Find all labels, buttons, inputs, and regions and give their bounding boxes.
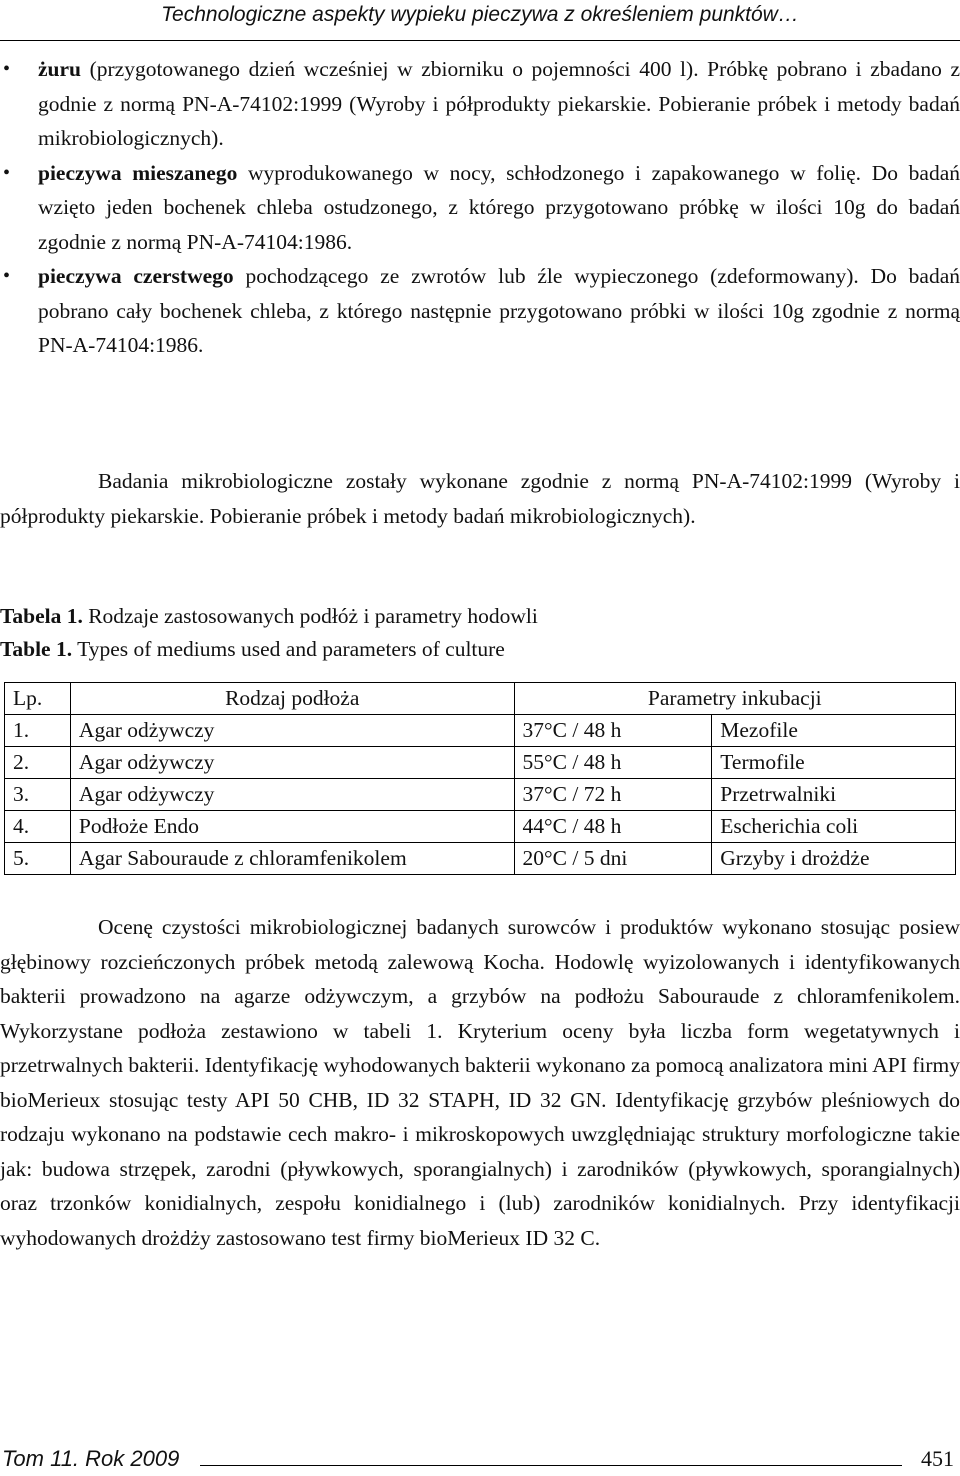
cell-organism: Escherichia coli — [712, 811, 956, 843]
footer-rule — [200, 1465, 902, 1466]
cell-lp: 5. — [5, 843, 71, 875]
page-footer — [0, 1442, 960, 1476]
cell-lp: 1. — [5, 715, 71, 747]
item-text: pochodzącego ze zwrotów lub źle wypieczonego (zdeformowany). Do badań pobrano cały bochenek chleba, z którego następnie przygotowano próbki w ilości 10g zgodnie z normą PN-A-74104:1986. — [38, 264, 960, 357]
bullet-icon: • — [3, 161, 11, 184]
table-caption — [0, 600, 538, 666]
page-number: 451 — [921, 1446, 954, 1471]
cell-incubation: 37°C / 72 h — [514, 779, 712, 811]
table-row — [5, 715, 956, 747]
list-item — [0, 156, 960, 260]
cell-lp: 2. — [5, 747, 71, 779]
header-parameters: Parametry inkubacji — [514, 683, 955, 715]
cell-incubation: 20°C / 5 dni — [514, 843, 712, 875]
cell-medium: Podłoże Endo — [70, 811, 514, 843]
table-row — [5, 747, 956, 779]
item-text: (przygotowanego dzień wcześniej w zbiorniku o pojemności 400 l). Próbkę pobrano i zbadano z godnie z normą PN-A-74102:1999 (Wyroby i półprodukty piekarskie. Pobieranie próbek i metody badań mikrobiologicznych). — [38, 57, 960, 150]
cell-organism: Przetrwalniki — [712, 779, 956, 811]
cell-medium: Agar Sabouraude z chloramfenikolem — [70, 843, 514, 875]
list-item — [0, 52, 960, 156]
caption-en — [0, 633, 538, 666]
caption-pl-text: Rodzaje zastosowanych podłóż i parametry hodowli — [82, 604, 538, 628]
journal-volume: Tom 11. Rok 2009 — [2, 1446, 180, 1471]
table-header-row — [5, 683, 956, 715]
cell-organism: Grzyby i drożdże — [712, 843, 956, 875]
cell-organism: Termofile — [712, 747, 956, 779]
caption-en-label: Table 1. — [0, 637, 73, 661]
cell-incubation: 44°C / 48 h — [514, 811, 712, 843]
evaluation-paragraph: Ocenę czystości mikrobiologicznej badanych surowców i produktów wykonano stosując posiew głębinowy rozcieńczonych próbek metodą zalewową Kocha. Hodowlę wyizolowanych i identyfikowanych bakterii prowadzono na agarze odżywczym, a grzybów na podłożu Sabouraude z chloramfenikolem. Wykorzystane podłoża zestawiono w tabeli 1. Kryterium oceny była liczba form wegetatywnych i przetrwalnych bakterii. Identyfikację wyhodowanych bakterii wykonano za pomocą analizatora mini API firmy bioMerieux stosując testy API 50 CHB, ID 32 STAPH, ID 32 GN. Identyfikację grzybów pleśniowych do rodzaju wykonano na podstawie cech makro- i mikroskopowych uwzględniając struktury morfologiczne takie jak: budowa strzępek, zarodni (pływkowych, sporangialnych) i zarodników (pływkowych, sporangialnych) oraz trzonków konidialnych, zespołu konidialnego i (lub) zarodników konidialnych. Przy identyfikacji wyhodowanych drożdży zastosowano test firmy bioMerieux ID 32 C. — [0, 915, 960, 1250]
table-row — [5, 779, 956, 811]
caption-pl — [0, 600, 538, 633]
table-row — [5, 811, 956, 843]
cell-incubation: 37°C / 48 h — [514, 715, 712, 747]
item-term: żuru — [38, 57, 81, 81]
sample-list — [0, 52, 960, 363]
bullet-icon: • — [3, 58, 11, 80]
table-row — [5, 843, 956, 875]
cell-medium: Agar odżywczy — [70, 779, 514, 811]
cell-lp: 4. — [5, 811, 71, 843]
list-item — [0, 259, 960, 363]
cell-medium: Agar odżywczy — [70, 715, 514, 747]
caption-en-text: Types of mediums used and parameters of culture — [72, 637, 505, 661]
bullet-icon: • — [3, 265, 11, 287]
header-medium: Rodzaj podłoża — [70, 683, 514, 715]
cell-incubation: 55°C / 48 h — [514, 747, 712, 779]
cell-medium: Agar odżywczy — [70, 747, 514, 779]
methods-paragraph: Badania mikrobiologiczne zostały wykonane zgodnie z normą PN-A-74102:1999 (Wyroby i półprodukty piekarskie. Pobieranie próbek i metody badań mikrobiologicznych). — [0, 469, 960, 528]
cell-organism: Mezofile — [712, 715, 956, 747]
item-text: wyprodukowanego w nocy, schłodzonego i zapakowanego w folię. Do badań wzięto jeden bochenek chleba ostudzonego, z którego przygotowano próbkę w ilości 10g do badań zgodnie z normą PN-A-74104:1986. — [38, 160, 960, 254]
item-term: pieczywa mieszanego — [38, 160, 238, 185]
media-table — [4, 682, 956, 875]
running-header: Technologiczne aspekty wypieku pieczywa z określeniem punktów… — [0, 0, 960, 41]
header-lp: Lp. — [5, 683, 71, 715]
caption-pl-label: Tabela 1. — [0, 604, 83, 628]
item-term: pieczywa czerstwego — [38, 264, 234, 288]
cell-lp: 3. — [5, 779, 71, 811]
